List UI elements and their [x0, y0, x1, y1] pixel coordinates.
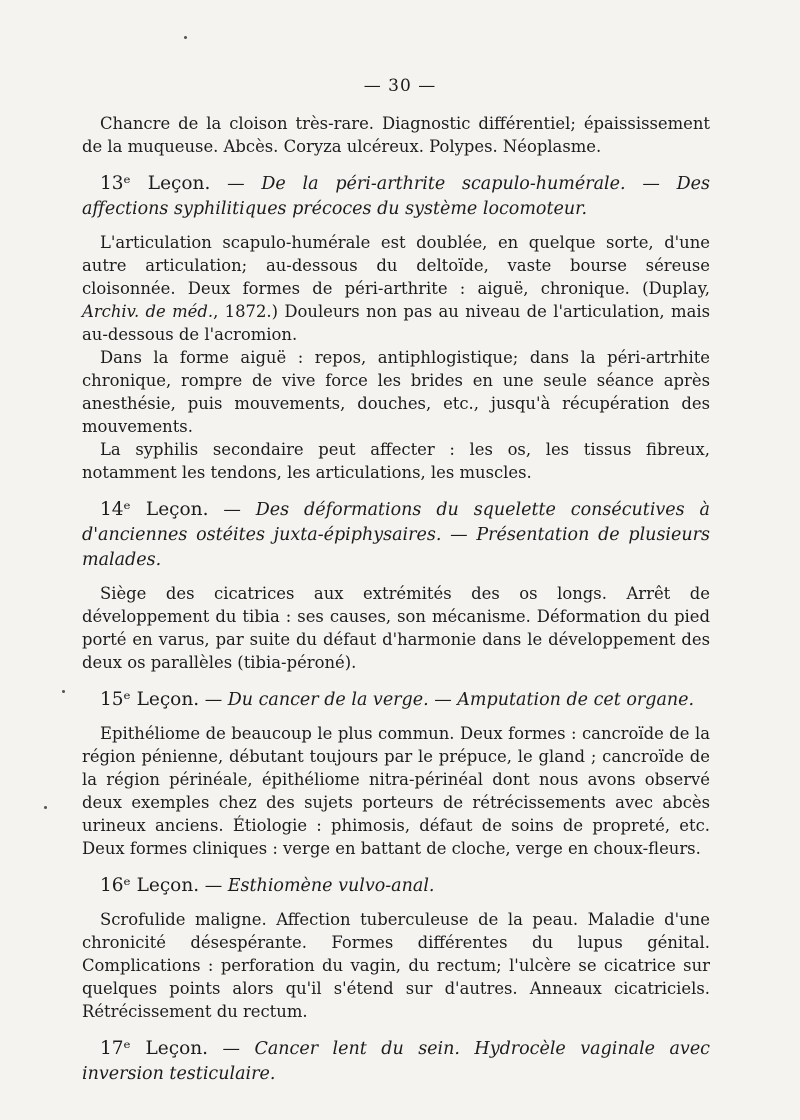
paragraph-text: La syphilis secondaire peut affecter : les os, les tissus fibreux, notamment les tendons, les articulations, les muscles. [82, 440, 710, 482]
lesson-number: 17ᵉ Leçon. [100, 1038, 209, 1059]
body-paragraph [82, 231, 710, 346]
lesson-number: 13ᵉ Leçon. [100, 173, 211, 194]
page-number: — 30 — [363, 76, 437, 96]
lesson-number: 16ᵉ Leçon. [100, 875, 200, 896]
body-paragraph [82, 346, 710, 438]
lesson-title: Cancer lent du sein. Hydrocèle vaginale avec inversion testiculaire. [82, 1039, 710, 1084]
lesson-title: Esthiomène vulvo-anal. [227, 876, 435, 896]
lesson-number: 15ᵉ Leçon. [100, 689, 200, 710]
citation-title: Archiv. de méd. [82, 302, 214, 321]
body-paragraph [82, 438, 710, 484]
body-paragraph [82, 908, 710, 1023]
lesson-heading [82, 497, 710, 573]
paragraph-text-continued: , 1872.) Douleurs non pas au niveau de l'articulation, mais au-dessous de l'acromion. [82, 302, 710, 344]
paragraph-text: Chancre de la cloison très-rare. Diagnostic différentiel; épaississement de la muqueuse. Abcès. Coryza ulcéreux. Polypes. Néoplasme. [82, 114, 710, 156]
lesson-number: 14ᵉ Leçon. [100, 499, 209, 520]
lesson-heading [82, 687, 710, 713]
lesson-title: Du cancer de la verge. — Amputation de cet organe. [227, 690, 695, 710]
lesson-dash: — [199, 876, 228, 896]
document-body [82, 112, 710, 1096]
paper-speck [62, 690, 65, 693]
paragraph-text: Dans la forme aiguë : repos, antiphlogistique; dans la péri-artrhite chronique, rompre de vive force les brides en une seule séance après anesthésie, puis mouvements, douches, etc., jusqu'à récupération des mouvements. [82, 348, 710, 436]
lesson-heading [82, 873, 710, 899]
body-paragraph [82, 722, 710, 860]
lesson-title: Des déformations du squelette consécutives à d'anciennes ostéites juxta-épiphysaires. — Présentation de plusieurs malades. [82, 500, 710, 570]
paragraph-text: Epithéliome de beaucoup le plus commun. Deux formes : cancroïde de la région pénienne, débutant toujours par le prépuce, le gland ; cancroïde de la région périnéale, épithéliome nitra-périnéal dont nous avons observé deux exemples chez des sujets porteurs de rétrécissements avec abcès urineux anciens. Étiologie : phimosis, défaut de soins de propreté, etc. Deux formes cliniques : verge en battant de cloche, verge en choux-fleurs. [82, 724, 710, 858]
paragraph-text: L'articulation scapulo-humérale est doublée, en quelque sorte, d'une autre articulation; au-dessous du deltoïde, vaste bourse séreuse cloisonnée. Deux formes de péri-arthrite : aiguë, chronique. (Duplay, [82, 233, 710, 298]
lesson-dash: — [208, 500, 256, 520]
paper-speck [184, 36, 187, 39]
body-paragraph [82, 112, 710, 158]
lesson-dash: — [210, 174, 262, 194]
body-paragraph [82, 582, 710, 674]
paragraph-text: Siège des cicatrices aux extrémités des os longs. Arrêt de développement du tibia : ses causes, son mécanisme. Déformation du pied porté en varus, par suite du défaut d'harmonie dans le développement des deux os parallèles (tibia-péroné). [82, 584, 710, 672]
lesson-heading [82, 1036, 710, 1087]
lesson-title: De la péri-arthrite scapulo-humérale. — Des affections syphilitiques précoces du système locomoteur. [82, 174, 710, 219]
paragraph-text: Scrofulide maligne. Affection tuberculeuse de la peau. Maladie d'une chronicité désespérante. Formes différentes du lupus génital. Complications : perforation du vagin, du rectum; l'ulcère se cicatrice sur quelques points alors qu'il s'étend sur d'autres. Anneaux cicatriciels. Rétrécissement du rectum. [82, 910, 710, 1021]
lesson-dash: — [208, 1039, 255, 1059]
lesson-dash: — [199, 690, 228, 710]
paper-speck [44, 806, 47, 809]
lesson-heading [82, 171, 710, 222]
